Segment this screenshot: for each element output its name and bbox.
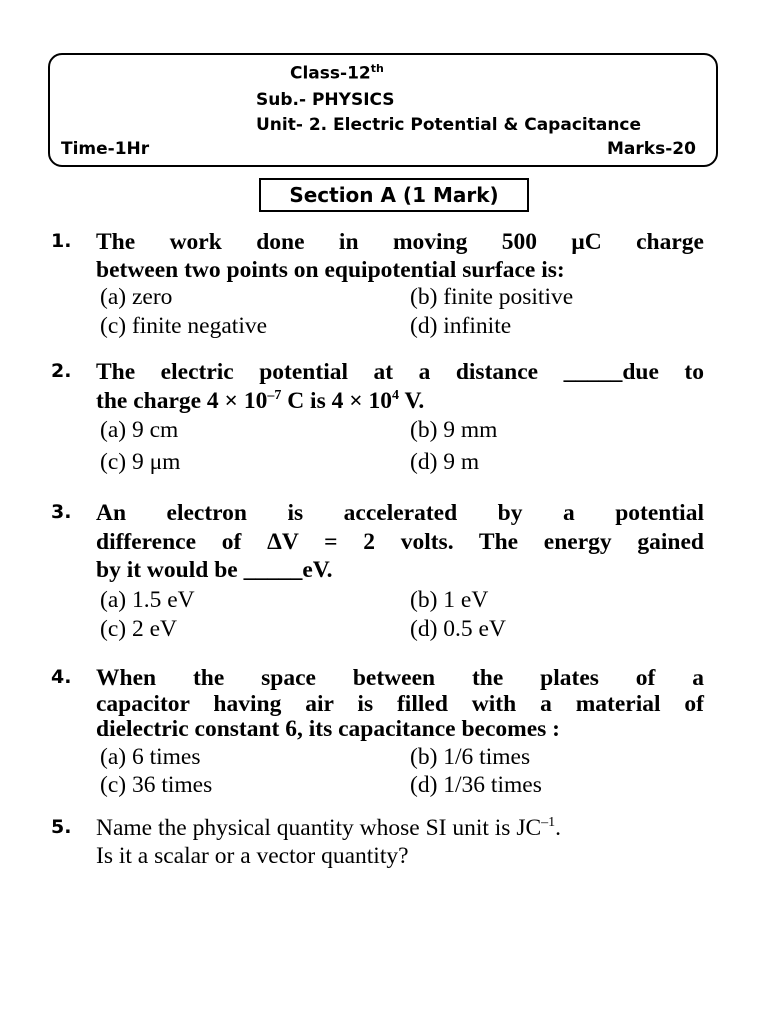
question-1-option-d: (d) infinite: [410, 313, 512, 339]
question-3-line-1: An electron is accelerated by a potential: [96, 500, 704, 526]
question-3-line-3: by it would be _____eV.: [96, 557, 333, 583]
question-1-option-b: (b) finite positive: [410, 284, 574, 310]
question-4-option-c: (c) 36 times: [100, 772, 213, 798]
question-2-option-b: (b) 9 mm: [410, 417, 498, 443]
question-3-number: 3.: [51, 501, 72, 523]
section-title: Section A (1 Mark): [259, 178, 529, 212]
question-3-option-c: (c) 2 eV: [100, 616, 177, 642]
question-3-line-2: difference of ΔV = 2 volts. The energy gained: [96, 529, 704, 555]
subject-label: Sub.- PHYSICS: [256, 90, 395, 110]
question-4-line-2: capacitor having air is filled with a material of: [96, 691, 704, 717]
question-1-option-a: (a) zero: [100, 284, 173, 310]
question-2-number: 2.: [51, 360, 72, 382]
question-1-line-1: The work done in moving 500 μC charge: [96, 229, 704, 255]
question-3-option-d: (d) 0.5 eV: [410, 616, 506, 642]
question-3-option-a: (a) 1.5 eV: [100, 587, 195, 613]
question-1-number: 1.: [51, 230, 72, 252]
marks-label: Marks-20: [607, 139, 696, 159]
question-4-line-3: dielectric constant 6, its capacitance becomes :: [96, 716, 560, 742]
question-4-number: 4.: [51, 666, 72, 688]
question-5-line-2: Is it a scalar or a vector quantity?: [96, 843, 409, 869]
question-3-option-b: (b) 1 eV: [410, 587, 489, 613]
question-5-line-1: Name the physical quantity whose SI unit is $JC^{-1}$.: [96, 815, 562, 841]
question-2-line-2: the charge $4 \times 10^{-7}$ C is $4 \times 10^4$ V.: [96, 388, 425, 414]
question-2-option-d: (d) 9 m: [410, 449, 480, 475]
class-label: Class-12th: [290, 62, 384, 84]
question-1-line-2: between two points on equipotential surface is:: [96, 257, 565, 283]
question-2-option-c: (c) 9 μm: [100, 449, 181, 475]
question-5-number: 5.: [51, 816, 72, 838]
question-4-option-b: (b) 1/6 times: [410, 744, 531, 770]
question-2-option-a: (a) 9 cm: [100, 417, 179, 443]
question-1-option-c: (c) finite negative: [100, 313, 268, 339]
unit-label: Unit- 2. Electric Potential & Capacitance: [256, 115, 642, 135]
time-label: Time-1Hr: [61, 139, 150, 159]
question-4-option-a: (a) 6 times: [100, 744, 201, 770]
question-4-line-1: When the space between the plates of a: [96, 665, 704, 691]
question-4-option-d: (d) 1/36 times: [410, 772, 542, 798]
question-2-line-1: The electric potential at a distance _____due to: [96, 359, 704, 385]
